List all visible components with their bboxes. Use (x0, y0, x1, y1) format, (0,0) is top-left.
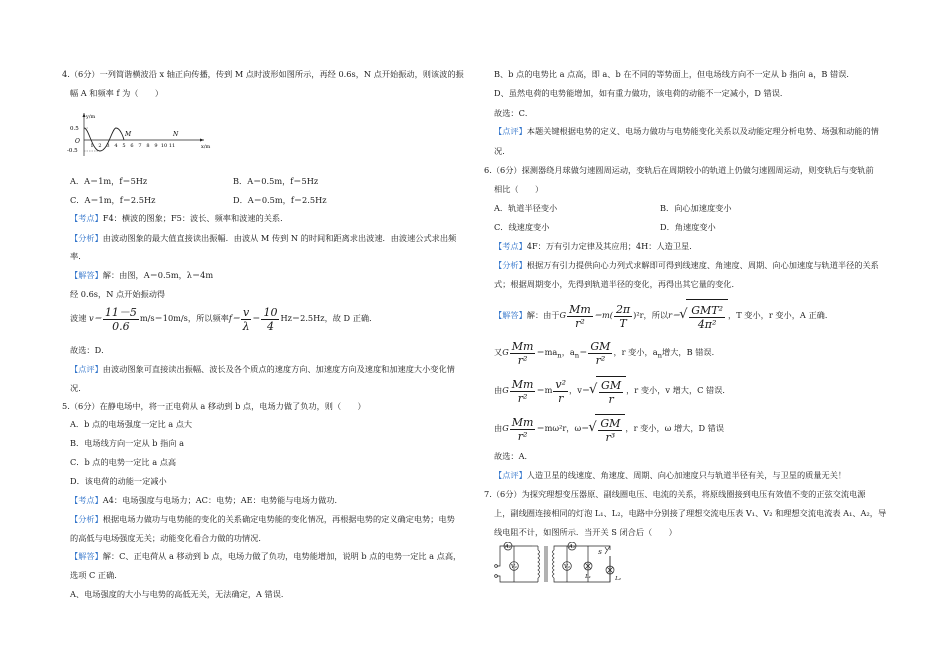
q6-dianping: 【点评】人造卫星的线速度、角速度、周期、向心加速度只与轨道半径有关，与卫星的质量无关！ (494, 470, 847, 480)
lamp-l2-label: L₂ (615, 576, 621, 582)
wave-tick-5: 5 (122, 143, 126, 149)
q6-equation-1: 【解答】解：由于G $\frac{Mm}{\text{r²}}$ ＝m( $\frac{2\pi}{T}$ )²r，所以r＝ √ $\frac{\text{GMT²}}{\text{4π²}}$ ，T 变小，r 变小，A 正确． (494, 298, 833, 334)
q6-stem-line2: 相比（ ） (494, 184, 544, 194)
wave-point-m: M (125, 131, 132, 138)
wave-ylabel: y/m (86, 114, 96, 120)
q5-fenxi: 【分析】根据电场力做功与电势能的变化的关系确定电势能的变化情况，再根据电势的定义确定电势；电势 (70, 514, 455, 524)
q5-fenxi-line2: 的高低与电场强度无关；动能变化看合力做的功情况． (70, 533, 267, 543)
q6-option-b: B．向心加速度变小 (660, 203, 732, 213)
wave-tick-11: 11 (168, 143, 176, 149)
q6-option-c: C．线速度变小 (494, 222, 550, 232)
q5-jieda: 【解答】解：C、正电荷从 a 移动到 b 点，电场力做了负功，电势能增加，说明 b 点的电势一定比 a 点高， (70, 551, 462, 561)
q4-speed-fraction: $\frac{11-5}{0.6}$ (104, 305, 137, 333)
sqrt-radical: √ $\frac{\text{GMT²}}{\text{4π²}}$ (686, 299, 728, 334)
q5-dianping-line2: 况． (494, 146, 511, 156)
wave-tick-10: 10 (160, 143, 168, 149)
q7-stem-line1: 7.（6分）为探究理想变压器原、副线圈电压、电流的关系，将原线圈接到电压有效值不变的正弦交流电源 (484, 489, 866, 499)
q5-option-a: A．b 点的电场强度一定比 a 点大 (70, 419, 193, 429)
q5-stem: 5.（6分）在静电场中，将一正电荷从 a 移动到 b 点，电场力做了负功，则（ ） (62, 401, 366, 411)
wave-tick-2: 2 (98, 143, 102, 149)
wave-xlabel: x/m (201, 144, 211, 150)
q5-cont-line1: B、b 点的电势比 a 点高，即 a、b 在不同的等势面上，但电场线方向不一定从 b 指向 a，B 错误． (494, 69, 855, 79)
q4-jieda-line2: 经 0.6s，N 点开始振动得 (70, 289, 166, 299)
q4-stem-line2: 幅 A 和频率 f 为（ ） (70, 88, 164, 98)
dianping-tag: 【点评】 (70, 364, 103, 374)
q7-stem-line2: 上，副线圈连接相同的灯泡 L₁、L₂，电路中分别接了理想交流电压表 V₁、V₂ 和理想交流电流表 A₁、A₂，导 (494, 508, 887, 518)
q5-cont-line2: D、虽然电荷的电势能增加，如有重力做功，该电荷的动能不一定减小，D 错误． (494, 88, 789, 98)
q4-dianping-line2: 况． (70, 383, 87, 393)
wave-tick-4: 4 (114, 143, 118, 149)
wave-tick-7: 7 (138, 143, 142, 149)
q4-jieda: 【解答】解：由图，A＝0.5m，λ＝4m (70, 270, 214, 280)
fenxi-tag: 【分析】 (70, 233, 103, 243)
q4-option-c: C．A＝1m，f＝2.5Hz (70, 195, 156, 205)
lamp-l1-label: L₁ (585, 574, 591, 580)
q6-option-a: A．轨道半径变小 (494, 203, 558, 213)
q5-answer: 故选：C． (494, 108, 534, 118)
wave-tick-3: 3 (106, 143, 110, 149)
q5-kaodian: 【考点】A4：电场强度与电场力；AC：电势；AE：电势能与电场力做功． (70, 495, 343, 505)
q4-fenxi: 【分析】由波动图象的最大值直接读出振幅．由波从 M 传到 N 的时间和距离求出波速．由波速公式求出频 (70, 233, 457, 243)
q4-fenxi-line2: 率． (70, 251, 87, 261)
q4-option-a: A．A＝1m，f＝5Hz (70, 176, 148, 186)
q5-jieda-line2: 选项 C 正确． (70, 570, 123, 580)
q6-fenxi-line2: 式；根据周期变小，先得到轨道半径的变化，再得出其它量的变化． (494, 279, 740, 289)
q4-option-d: D．A＝0.5m，f＝2.5Hz (233, 195, 327, 205)
wave-tick-8: 8 (146, 143, 150, 149)
q4-option-b: B．A＝0.5m，f＝5Hz (233, 176, 319, 186)
q6-equation-2: 又G $\frac{Mm}{\text{r²}}$ $=ma_n$，$a_n=$ $\frac{GM}{\text{r²}}$ ，r 变小，$a_n$增大，B 错误． (494, 339, 720, 367)
wave-point-n: N (173, 131, 179, 138)
q6-answer: 故选：A． (494, 451, 533, 461)
q5-option-d: D．该电荷的动能一定减小 (70, 476, 167, 486)
q5-dianping: 【点评】本题关键根据电势的定义、电场力做功与电势能变化关系以及动能定理分析电势、场强和动能的情 (494, 126, 879, 136)
ammeter-a2-label: A₂ (568, 544, 576, 550)
wave-tick-1: 1 (90, 143, 94, 149)
q4-equation: 波速 v＝ $\frac{11-5}{0.6}$ m/s＝10m/s，所以频率f＝ $\frac{v}{\lambda}$ ＝ $\frac{10}{4}$ Hz＝2.5Hz，故 D 正确． (70, 305, 378, 333)
q4-stem-line1: 4.（6分）一列简谐横波沿 x 轴正向传播，传到 M 点时波形如图所示，再经 0.6s，N 点开始振动，则该波的振 (62, 69, 464, 79)
ammeter-a1-label: A₁ (504, 544, 512, 550)
wave-figure (66, 110, 216, 158)
q6-fenxi: 【分析】根据万有引力提供向心力列式求解即可得到线速度、角速度、周期、向心加速度与轨道半径的关系 (494, 260, 879, 270)
q5-option-c: C．b 点的电势一定比 a 点高 (70, 457, 177, 467)
wave-origin: O (75, 138, 80, 145)
voltmeter-v2-label: V₂ (563, 564, 571, 570)
switch-s-label: S (598, 550, 602, 556)
wave-tick-6: 6 (130, 143, 134, 149)
wave-tick-9: 9 (154, 143, 158, 149)
wave-y-pos: 0.5 (70, 126, 79, 132)
transformer-circuit-figure (492, 542, 642, 586)
q7-stem-line3: 线电阻不计，如图所示．当开关 S 闭合后（ ） (494, 527, 677, 537)
q4-kaodian: 【考点】F4：横波的图象；F5：波长、频率和波速的关系． (70, 213, 289, 223)
voltmeter-v1-label: V₁ (510, 564, 518, 570)
q6-equation-4: 由G $\frac{Mm}{\text{r²}}$ ＝mω²r，ω＝ √ $\frac{GM}{\text{r³}}$ ，r 变小，ω 增大，D 错误 (494, 413, 724, 445)
q6-option-d: D．角速度变小 (660, 222, 716, 232)
q6-kaodian: 【考点】4F：万有引力定律及其应用；4H：人造卫星． (494, 241, 698, 251)
q5-option-b: B．电场线方向一定从 b 指向 a (70, 438, 185, 448)
q6-stem-line1: 6.（6分）探测器绕月球做匀速圆周运动，变轨后在周期较小的轨道上仍做匀速圆周运动，则变轨后与变轨前 (484, 165, 874, 175)
q6-equation-3: 由G $\frac{Mm}{\text{r²}}$ ＝m $\frac{\text{v²}}{r}$ ，v＝ √ $\frac{GM}{r}$ ，r 变小，v 增大，C 错误． (494, 375, 731, 407)
q4-answer: 故选：D． (70, 345, 110, 355)
kaodian-tag: 【考点】 (70, 213, 103, 223)
q4-dianping: 【点评】由波动图象可直接读出振幅、波长及各个质点的速度方向、加速度方向及速度和加速度大小变化情 (70, 364, 455, 374)
wave-y-neg: -0.5 (67, 148, 78, 154)
q5-jieda-line3: A、电场强度的大小与电势的高低无关，无法确定，A 错误． (70, 589, 290, 599)
jieda-tag: 【解答】 (70, 270, 103, 280)
